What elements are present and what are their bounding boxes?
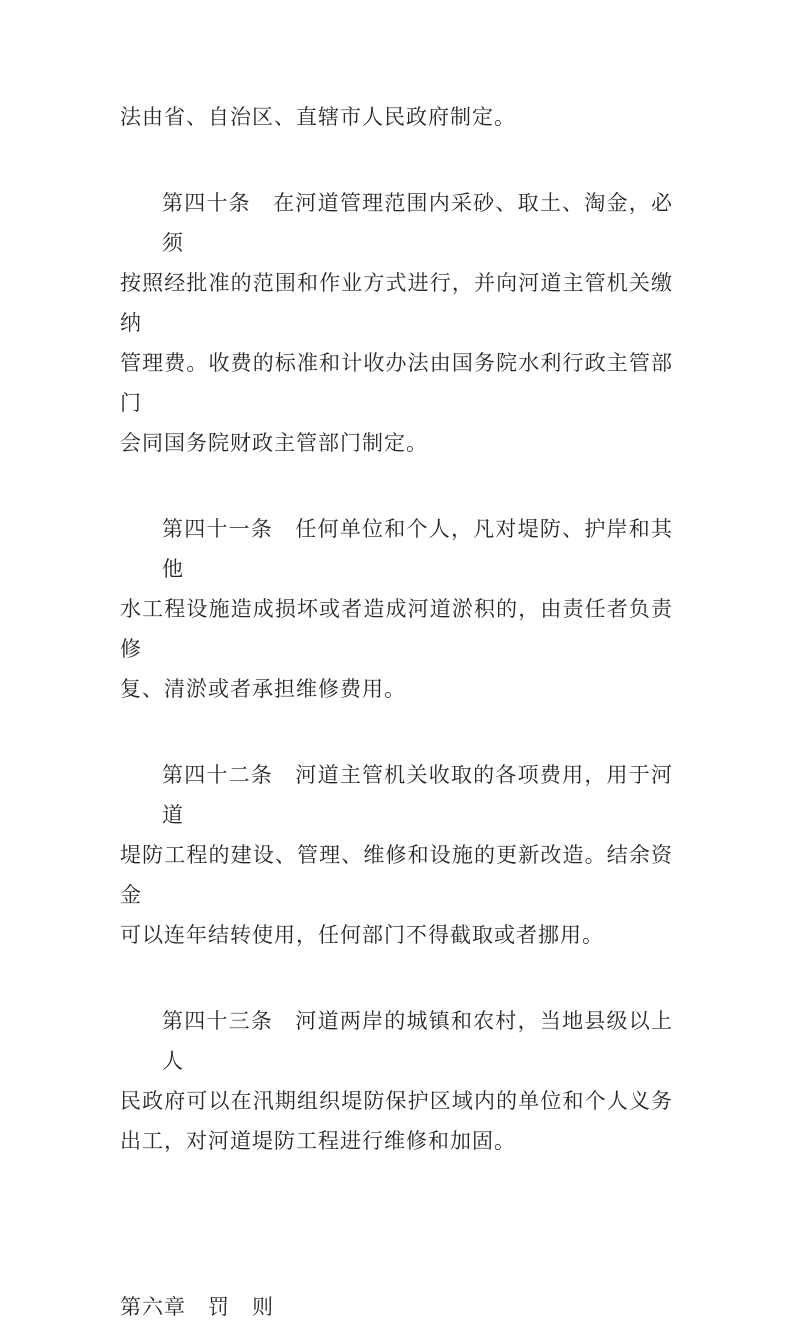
paragraph-article-42	[120, 755, 673, 955]
text-line: 堤防工程的建设、管理、维修和设施的更新改造。结余资金	[120, 843, 673, 907]
text-line: 法由省、自治区、直辖市人民政府制定。	[120, 105, 516, 129]
text-line: 第四十条 在河道管理范围内采砂、取土、淘金，必须	[162, 191, 673, 255]
text-line: 水工程设施造成损坏或者造成河道淤积的，由责任者负责修	[120, 597, 673, 661]
chapter-heading	[120, 1287, 673, 1327]
paragraph-article-43	[120, 1001, 673, 1161]
document-body	[120, 97, 673, 1327]
text-line: 第四十三条 河道两岸的城镇和农村，当地县级以上人	[162, 1009, 673, 1073]
paragraph-article-40	[120, 183, 673, 463]
text-line: 可以连年结转使用，任何部门不得截取或者挪用。	[120, 923, 604, 947]
text-line: 管理费。收费的标准和计收办法由国务院水利行政主管部门	[120, 351, 673, 415]
text-line: 会同国务院财政主管部门制定。	[120, 431, 428, 455]
text-line: 复、清淤或者承担维修费用。	[120, 677, 406, 701]
text-line: 出工，对河道堤防工程进行维修和加固。	[120, 1129, 516, 1153]
text-line: 第四十二条 河道主管机关收取的各项费用，用于河道	[162, 763, 673, 827]
text-line: 第四十一条 任何单位和个人，凡对堤防、护岸和其他	[162, 517, 673, 581]
text-line: 按照经批准的范围和作业方式进行，并向河道主管机关缴纳	[120, 271, 673, 335]
chapter-heading-text: 第六章 罚 则	[120, 1295, 274, 1319]
paragraph-continuation	[120, 97, 673, 137]
paragraph-article-41	[120, 509, 673, 709]
text-line: 民政府可以在汛期组织堤防保护区域内的单位和个人义务	[120, 1089, 673, 1113]
